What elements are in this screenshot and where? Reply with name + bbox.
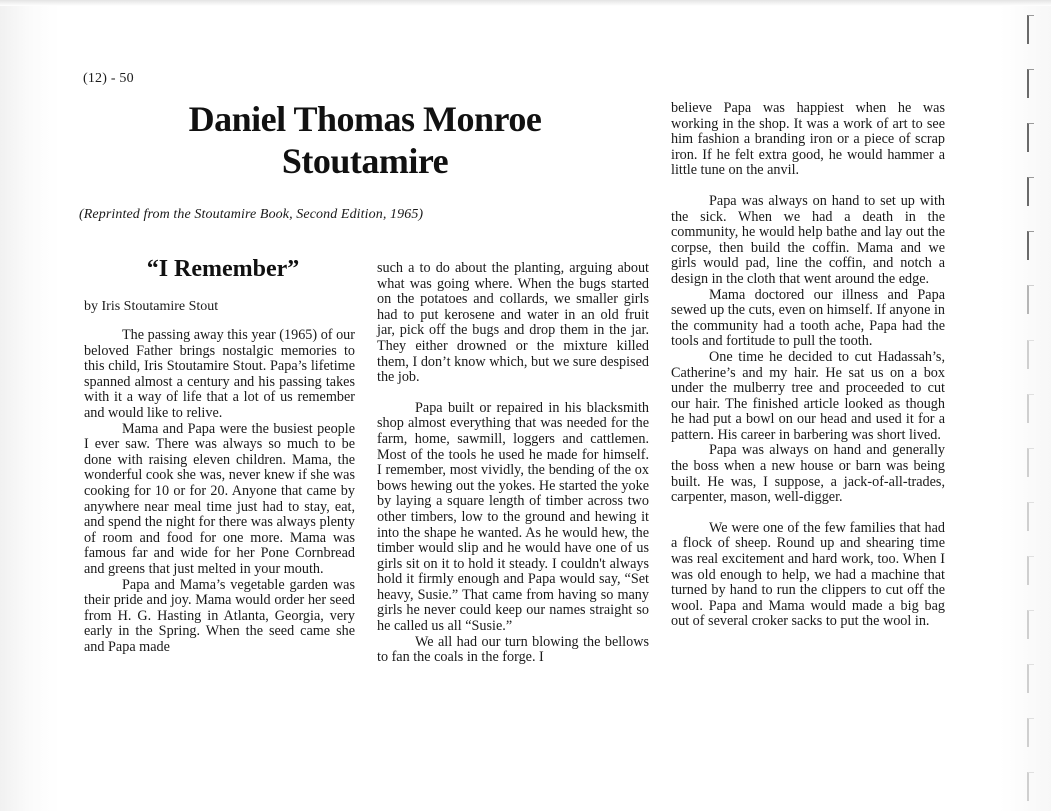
text-column-2 — [377, 261, 649, 666]
article-byline: by Iris Stoutamire Stout — [84, 299, 219, 314]
text-column-1 — [84, 328, 355, 655]
paragraph: Papa built or repaired in his blacksmith shop almost everything that was needed for the farm, home, sawmill, loggers and cattlemen. Most of the tools he used he made for himself. I remember, most vividly, the bending of the ox bows hewing out the yokes. He started the yoke by laying a square length of timber across two other timbers, low to the ground and hewing it into the shape he wanted. As he would hew, the timber would slip and he would have one of us girls sit on it to hold it steady. I couldn't always hold it firmly enough and Papa would say, “Set heavy, Susie.” That came from having so many girls he never could keep our names straight so he called us all “Susie.” — [377, 399, 649, 635]
paragraph: such a to do about the planting, arguing about what was going where. When the bugs started on the potatoes and collards, we smaller girls had to put kerosene and water in an old fruit jar, pick off the bugs and drop them in the jar. They either drowned or the mixture killed them, I don’t know which, but we sure despised the job. — [377, 260, 649, 386]
paragraph: The passing away this year (1965) of our beloved Father brings nostalgic memories to this child, Iris Stoutamire Stout. Papa’s lifetime spanned almost a century and his passing takes with it a way of life that a lot of us remember and would like to relive. — [84, 327, 355, 421]
binding-comb-icon — [1027, 772, 1034, 801]
binding-comb-icon — [1027, 285, 1034, 314]
paragraph: One time he decided to cut Hadassah’s, Catherine’s and my hair. He sat us on a box under the mulberry tree and proceeded to cut our hair. The finished article looked as though he had put a bowl on our head and used it for a pattern. His career in barbering was short lived. — [671, 348, 945, 443]
binding-comb-icon — [1027, 340, 1034, 369]
paragraph: Mama doctored our illness and Papa sewed up the cuts, even on himself. If anyone in the community had a tooth ache, Papa had the tools and fortitude to pull the tooth. — [671, 286, 945, 350]
paragraph: We all had our turn blowing the bellows to fan the coals in the forge. I — [377, 633, 649, 666]
title-line-1: Daniel Thomas Monroe — [188, 99, 542, 139]
binding-comb-icon — [1027, 610, 1034, 639]
text-column-3 — [671, 101, 945, 630]
binding-comb-icon — [1027, 556, 1034, 585]
paragraph: believe Papa was happiest when he was working in the shop. It was a work of art to see him fashion a branding iron or a piece of scrap iron. If he felt extra good, he would hammer a little tune on the anvil. — [671, 100, 945, 179]
scan-edge-shadow — [0, 0, 1051, 6]
binding-comb-icon — [1027, 69, 1034, 98]
reprint-note: (Reprinted from the Stoutamire Book, Second Edition, 1965) — [79, 207, 424, 222]
binding-comb-icon — [1027, 394, 1034, 423]
page-title — [120, 98, 610, 182]
paragraph: Papa was always on hand to set up with the sick. When we had a death in the community, he would help bathe and lay out the corpse, then build the coffin. Mama and we girls would pad, line the coffin, and notch a design in the cloth that went around the edge. — [671, 192, 945, 287]
binding-comb-icon — [1027, 231, 1034, 260]
binding-comb-icon — [1027, 718, 1034, 747]
article-heading: “I Remember” — [146, 256, 300, 282]
paragraph: Papa and Mama’s vegetable garden was their pride and joy. Mama would order her seed from H. G. Hasting in Atlanta, Georgia, very early in the Spring. When the seed came she and Papa made — [84, 576, 355, 655]
title-line-2: Stoutamire — [281, 141, 449, 181]
binding-comb-icon — [1027, 123, 1034, 152]
paragraph: Papa was always on hand and generally the boss when a new house or barn was being built. He was, I suppose, a jack-of-all-trades, carpenter, mason, well-digger. — [671, 442, 945, 506]
binding-comb-icon — [1027, 664, 1034, 693]
binding-comb-icon — [1027, 448, 1034, 477]
binding-comb-icon — [1027, 15, 1034, 44]
paragraph: We were one of the few families that had a flock of sheep. Round up and shearing time was real excitement and hard work, too. When I was old enough to help, we had a machine that turned by hand to run the clippers to cut off the wool. Papa and Mama would made a big bag out of several croker sacks to put the wool in. — [671, 519, 945, 630]
page-number: (12) - 50 — [83, 71, 134, 86]
binding-comb-icon — [1027, 177, 1034, 206]
binding-comb-icon — [1027, 502, 1034, 531]
paragraph: Mama and Papa were the busiest people I ever saw. There was always so much to be done with raising eleven children. Mama, the wonderful cook she was, never knew if she was cooking for 10 or for 20. Anyone that came by anywhere near meal time just had to stay, eat, and spend the night for there was always plenty of room and food for one more. Mama was famous far and wide for her Pone Cornbread and greens that just melted in your mouth. — [84, 420, 355, 577]
